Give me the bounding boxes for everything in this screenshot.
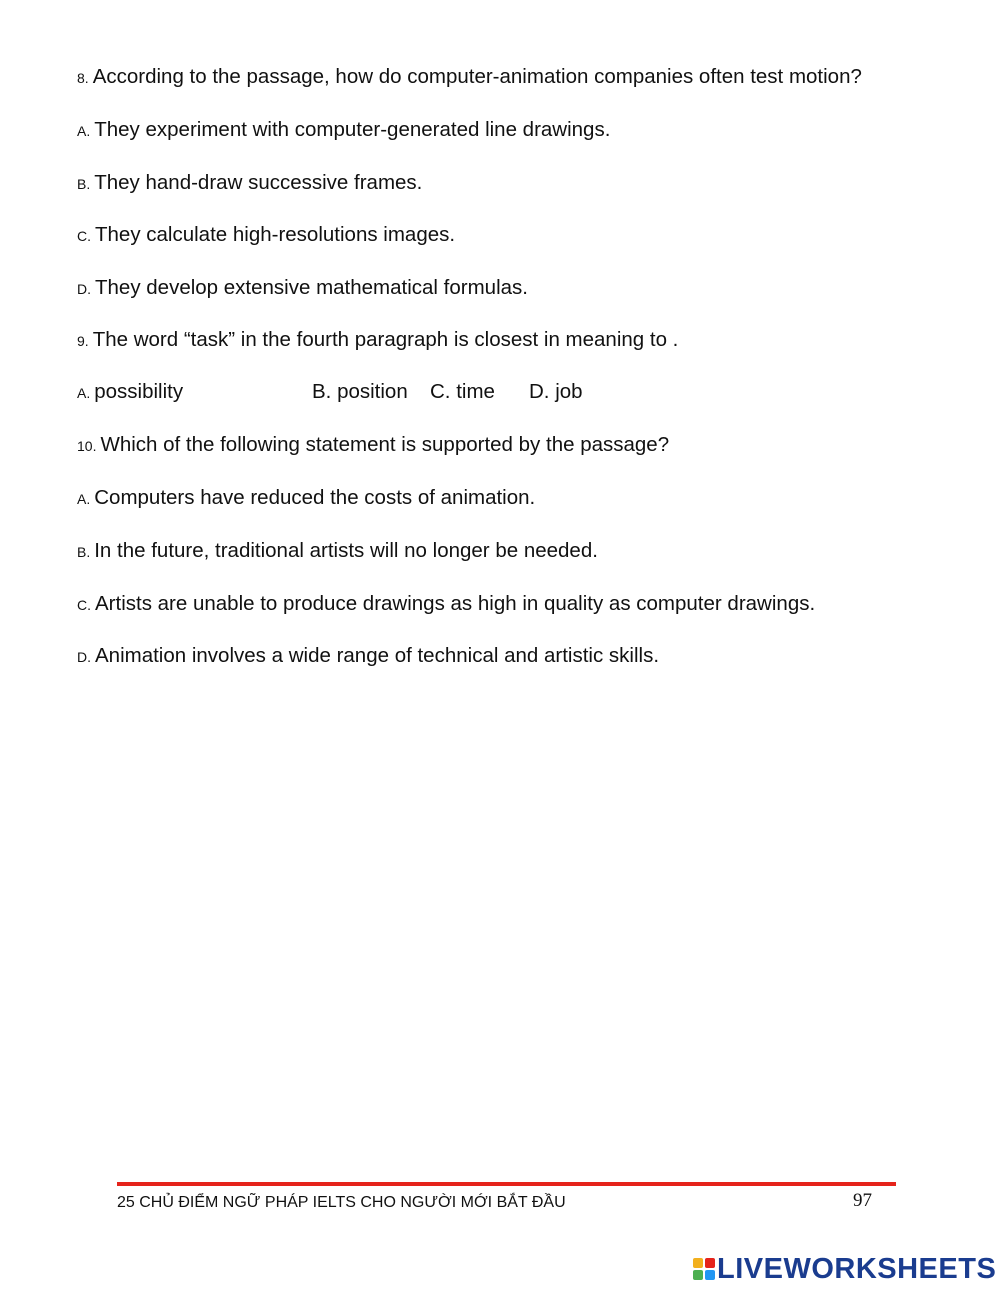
option-text: They develop extensive mathematical formulas.	[95, 276, 528, 299]
q8-option-d	[77, 276, 528, 301]
q8-option-c	[77, 223, 455, 248]
q10-option-d	[77, 644, 659, 669]
option-text: They hand-draw successive frames.	[94, 171, 423, 194]
option-letter: A.	[77, 491, 91, 507]
option-text: Artists are unable to produce drawings as high in quality as computer drawings.	[95, 592, 816, 615]
option-letter: B.	[77, 544, 91, 560]
logo-square	[693, 1258, 703, 1268]
question-text: According to the passage, how do computer-animation companies often test motion?	[92, 65, 862, 88]
option-text: possibility	[94, 380, 184, 403]
question-number: 8.	[77, 70, 89, 86]
question-number: 10.	[77, 438, 97, 454]
logo-square	[705, 1270, 715, 1280]
option-letter: A.	[77, 123, 91, 139]
option-text: In the future, traditional artists will no longer be needed.	[94, 539, 598, 562]
liveworksheets-logo-icon	[693, 1258, 715, 1280]
question-text: Which of the following statement is supported by the passage?	[100, 433, 670, 456]
option-letter: D.	[77, 649, 91, 665]
q9-option-d: D. job	[529, 380, 583, 403]
q9-option-b: B. position	[312, 380, 408, 403]
footer-rule	[117, 1182, 896, 1186]
q10-option-b	[77, 539, 598, 564]
question-9	[77, 328, 678, 353]
option-letter: A.	[77, 385, 91, 401]
q8-option-a	[77, 118, 610, 143]
option-text: They calculate high-resolutions images.	[95, 223, 456, 246]
logo-square	[705, 1258, 715, 1268]
option-letter: B.	[77, 176, 91, 192]
option-letter: C.	[77, 228, 91, 244]
question-8	[77, 65, 862, 90]
q10-option-a	[77, 486, 535, 511]
option-text: Animation involves a wide range of technical and artistic skills.	[95, 644, 660, 667]
question-text: The word “task” in the fourth paragraph is closest in meaning to .	[92, 328, 679, 351]
q9-options-row	[77, 380, 637, 404]
footer-book-title: 25 CHỦ ĐIỂM NGỮ PHÁP IELTS CHO NGƯỜI MỚI BẮT ĐẦU	[117, 1194, 566, 1211]
q8-option-b	[77, 171, 422, 196]
option-letter: C.	[77, 597, 91, 613]
q9-option-a	[77, 380, 183, 405]
page-number: 97	[853, 1190, 872, 1211]
question-10	[77, 433, 669, 458]
option-text: Computers have reduced the costs of animation.	[94, 486, 536, 509]
q10-option-c	[77, 592, 815, 617]
logo-wordmark: LIVEWORKSHEETS	[717, 1253, 997, 1285]
option-text: They experiment with computer-generated line drawings.	[94, 118, 611, 141]
q9-option-c: C. time	[430, 380, 495, 403]
option-letter: D.	[77, 281, 91, 297]
question-number: 9.	[77, 333, 89, 349]
liveworksheets-logo[interactable]	[693, 1253, 997, 1285]
logo-square	[693, 1270, 703, 1280]
